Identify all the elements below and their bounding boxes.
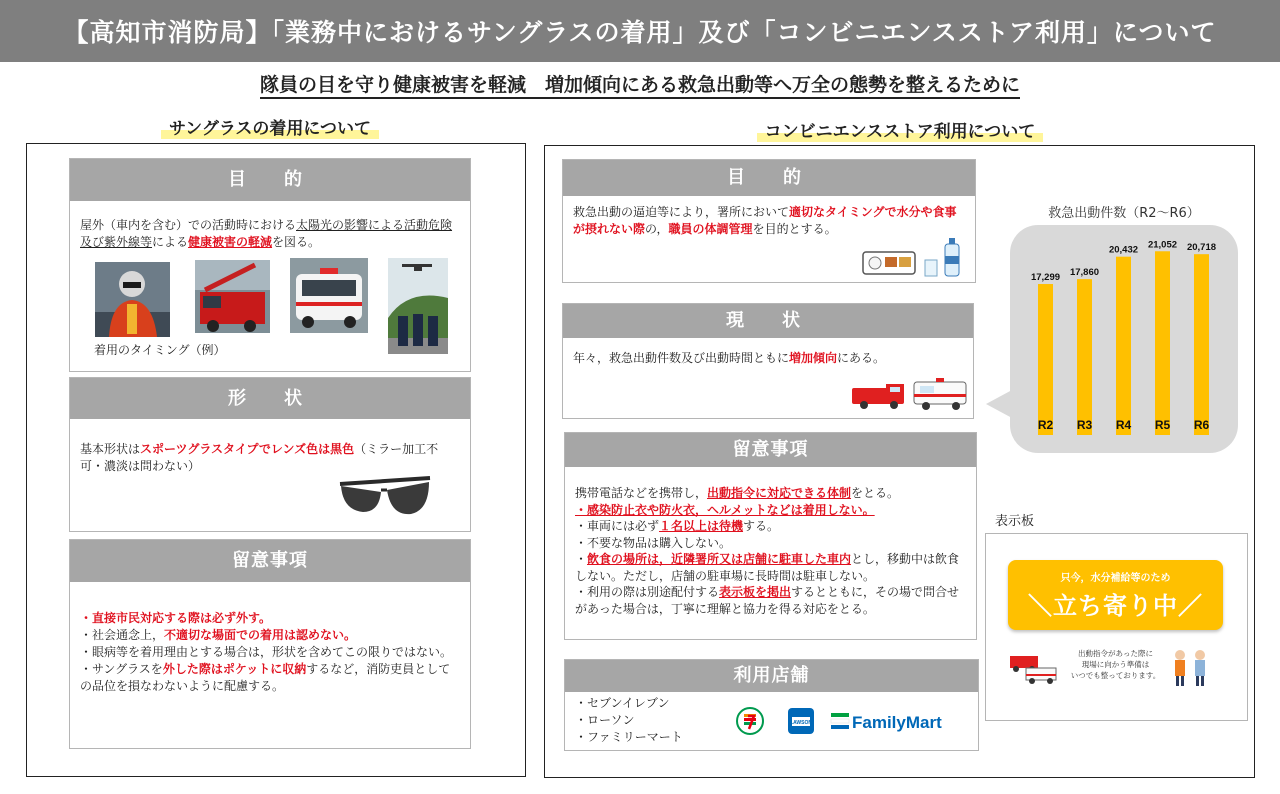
chart-bar <box>1194 254 1209 435</box>
chart-value-label: 20,718 <box>1186 242 1217 254</box>
chart-category-label: R4 <box>1115 418 1132 432</box>
lunchbox-icon <box>861 248 917 276</box>
chart-title: 救急出動件数（R2～R6） <box>1048 206 1200 221</box>
emergency-dispatch-chart <box>1010 225 1238 453</box>
water-bottle-icon <box>923 236 963 278</box>
ambulance-icon <box>912 376 970 412</box>
convenience-status-box: 現 状 年々，救急出動件数及び出動時間ともに増加傾向にある。 <box>562 303 974 419</box>
sunglasses-section-heading: サングラスの着用について <box>161 119 379 139</box>
staff-figures-icon <box>1170 648 1212 688</box>
chart-bar <box>1155 251 1170 435</box>
chart-bubble-tail <box>986 390 1012 418</box>
familymart-logo <box>830 709 955 733</box>
store-item: ・ローソン <box>575 713 635 727</box>
chart-category-label: R2 <box>1037 418 1054 432</box>
chart-bar <box>1077 279 1092 435</box>
sunglasses-purpose-title: 目 的 <box>70 159 470 201</box>
sunglasses-purpose-box: 目 的 屋外（車内を含む）での活動時における太陽光の影響による活動危険及び紫外線等による健康被害の軽減を図る。 <box>69 158 471 372</box>
vehicles-icon <box>1008 652 1058 684</box>
page-subtitle: 隊員の目を守り健康被害を軽減 増加傾向にある救急出動等へ万全の態勢を整えるために <box>260 74 1020 99</box>
convenience-section-heading: コンビニエンスストア利用について <box>757 122 1044 142</box>
lawson-logo-icon <box>786 706 816 736</box>
signboard-note: 出動指令があった際に 現場に向かう準備は いつでも整っております。 <box>1070 649 1161 680</box>
store-item: ・ファミリーマート <box>575 730 683 744</box>
convenience-status-title: 現 状 <box>563 304 973 338</box>
sunglasses-notes-title: 留意事項 <box>70 540 470 582</box>
chart-value-label: 21,052 <box>1147 239 1178 251</box>
chart-category-label: R6 <box>1193 418 1210 432</box>
stores-box <box>564 659 979 751</box>
fire-engine-icon <box>850 380 908 410</box>
sunglasses-icon <box>335 470 435 524</box>
sunglasses-shape-box: 形 状 基本形状はスポーツグラスタイプでレンズ色は黒色（ミラー加工不可・濃淡は問わない） <box>69 377 471 532</box>
convenience-notes-title: 留意事項 <box>565 433 976 467</box>
chart-bar <box>1038 284 1053 435</box>
stores-title: 利用店舗 <box>565 660 978 692</box>
signboard-big-text: ＼立ち寄り中／ <box>1028 592 1203 620</box>
convenience-purpose-title: 目 的 <box>563 160 975 196</box>
convenience-notes-box: 留意事項 携帯電話などを携帯し，出動指令に対応できる体制をとる。 ・感染防止衣や防火衣，ヘルメットなどは着用しない。 ・車両には必ず１名以上は待機する。 ・不要な物品は購入しない。 ・飲食の場所は，近隣署所又は店舗に駐車した車内とし，移動中は飲食しない。ただし，店舗の駐車場に長時間は駐車しない。 ・利用の際は別途配付する表示板を掲出するとともに，その場で問合せがあった場合は，丁寧に理解と協力を得る対応をとる。 <box>564 432 977 640</box>
seven-eleven-logo-icon <box>736 707 764 735</box>
signboard-label: 表示板 <box>995 514 1035 529</box>
chart-category-label: R5 <box>1154 418 1171 432</box>
signboard-small-text: 只今，水分補給等のため <box>1060 573 1171 584</box>
chart-value-label: 17,299 <box>1030 272 1061 284</box>
chart-bar <box>1116 257 1131 435</box>
svg-text:LAWSON: LAWSON <box>790 720 812 726</box>
chart-value-label: 17,860 <box>1069 267 1100 279</box>
timing-caption: 着用のタイミング（例） <box>94 343 226 357</box>
firefighter-photo <box>95 262 170 337</box>
sunglasses-shape-title: 形 状 <box>70 378 470 419</box>
sunglasses-notes-box: 留意事項 ・直接市民対応する際は必ず外す。 ・社会通念上，不適切な場面での着用は認めない。 ・眼病等を着用理由とする場合は，形状を含めてこの限りではない。 ・サングラスを外した際はポケットに収納するなど，消防吏員としての品位を損なわないように配慮する。 <box>69 539 471 749</box>
convenience-purpose-box: 目 的 救急出動の逼迫等により，署所において適切なタイミングで水分や食事が摂れない際の，職員の体調管理を目的とする。 <box>562 159 976 283</box>
ladder-truck-photo <box>195 260 270 333</box>
drone-team-photo <box>388 258 448 354</box>
signboard <box>1008 560 1223 630</box>
svg-text:FamilyMart: FamilyMart <box>852 713 942 732</box>
page-title: 【高知市消防局】「業務中におけるサングラスの着用」及び「コンビニエンスストア利用」について <box>0 0 1280 62</box>
chart-category-label: R3 <box>1076 418 1093 432</box>
store-item: ・セブンイレブン <box>575 696 670 710</box>
chart-value-label: 20,432 <box>1108 244 1139 256</box>
ambulance-photo <box>290 258 368 333</box>
